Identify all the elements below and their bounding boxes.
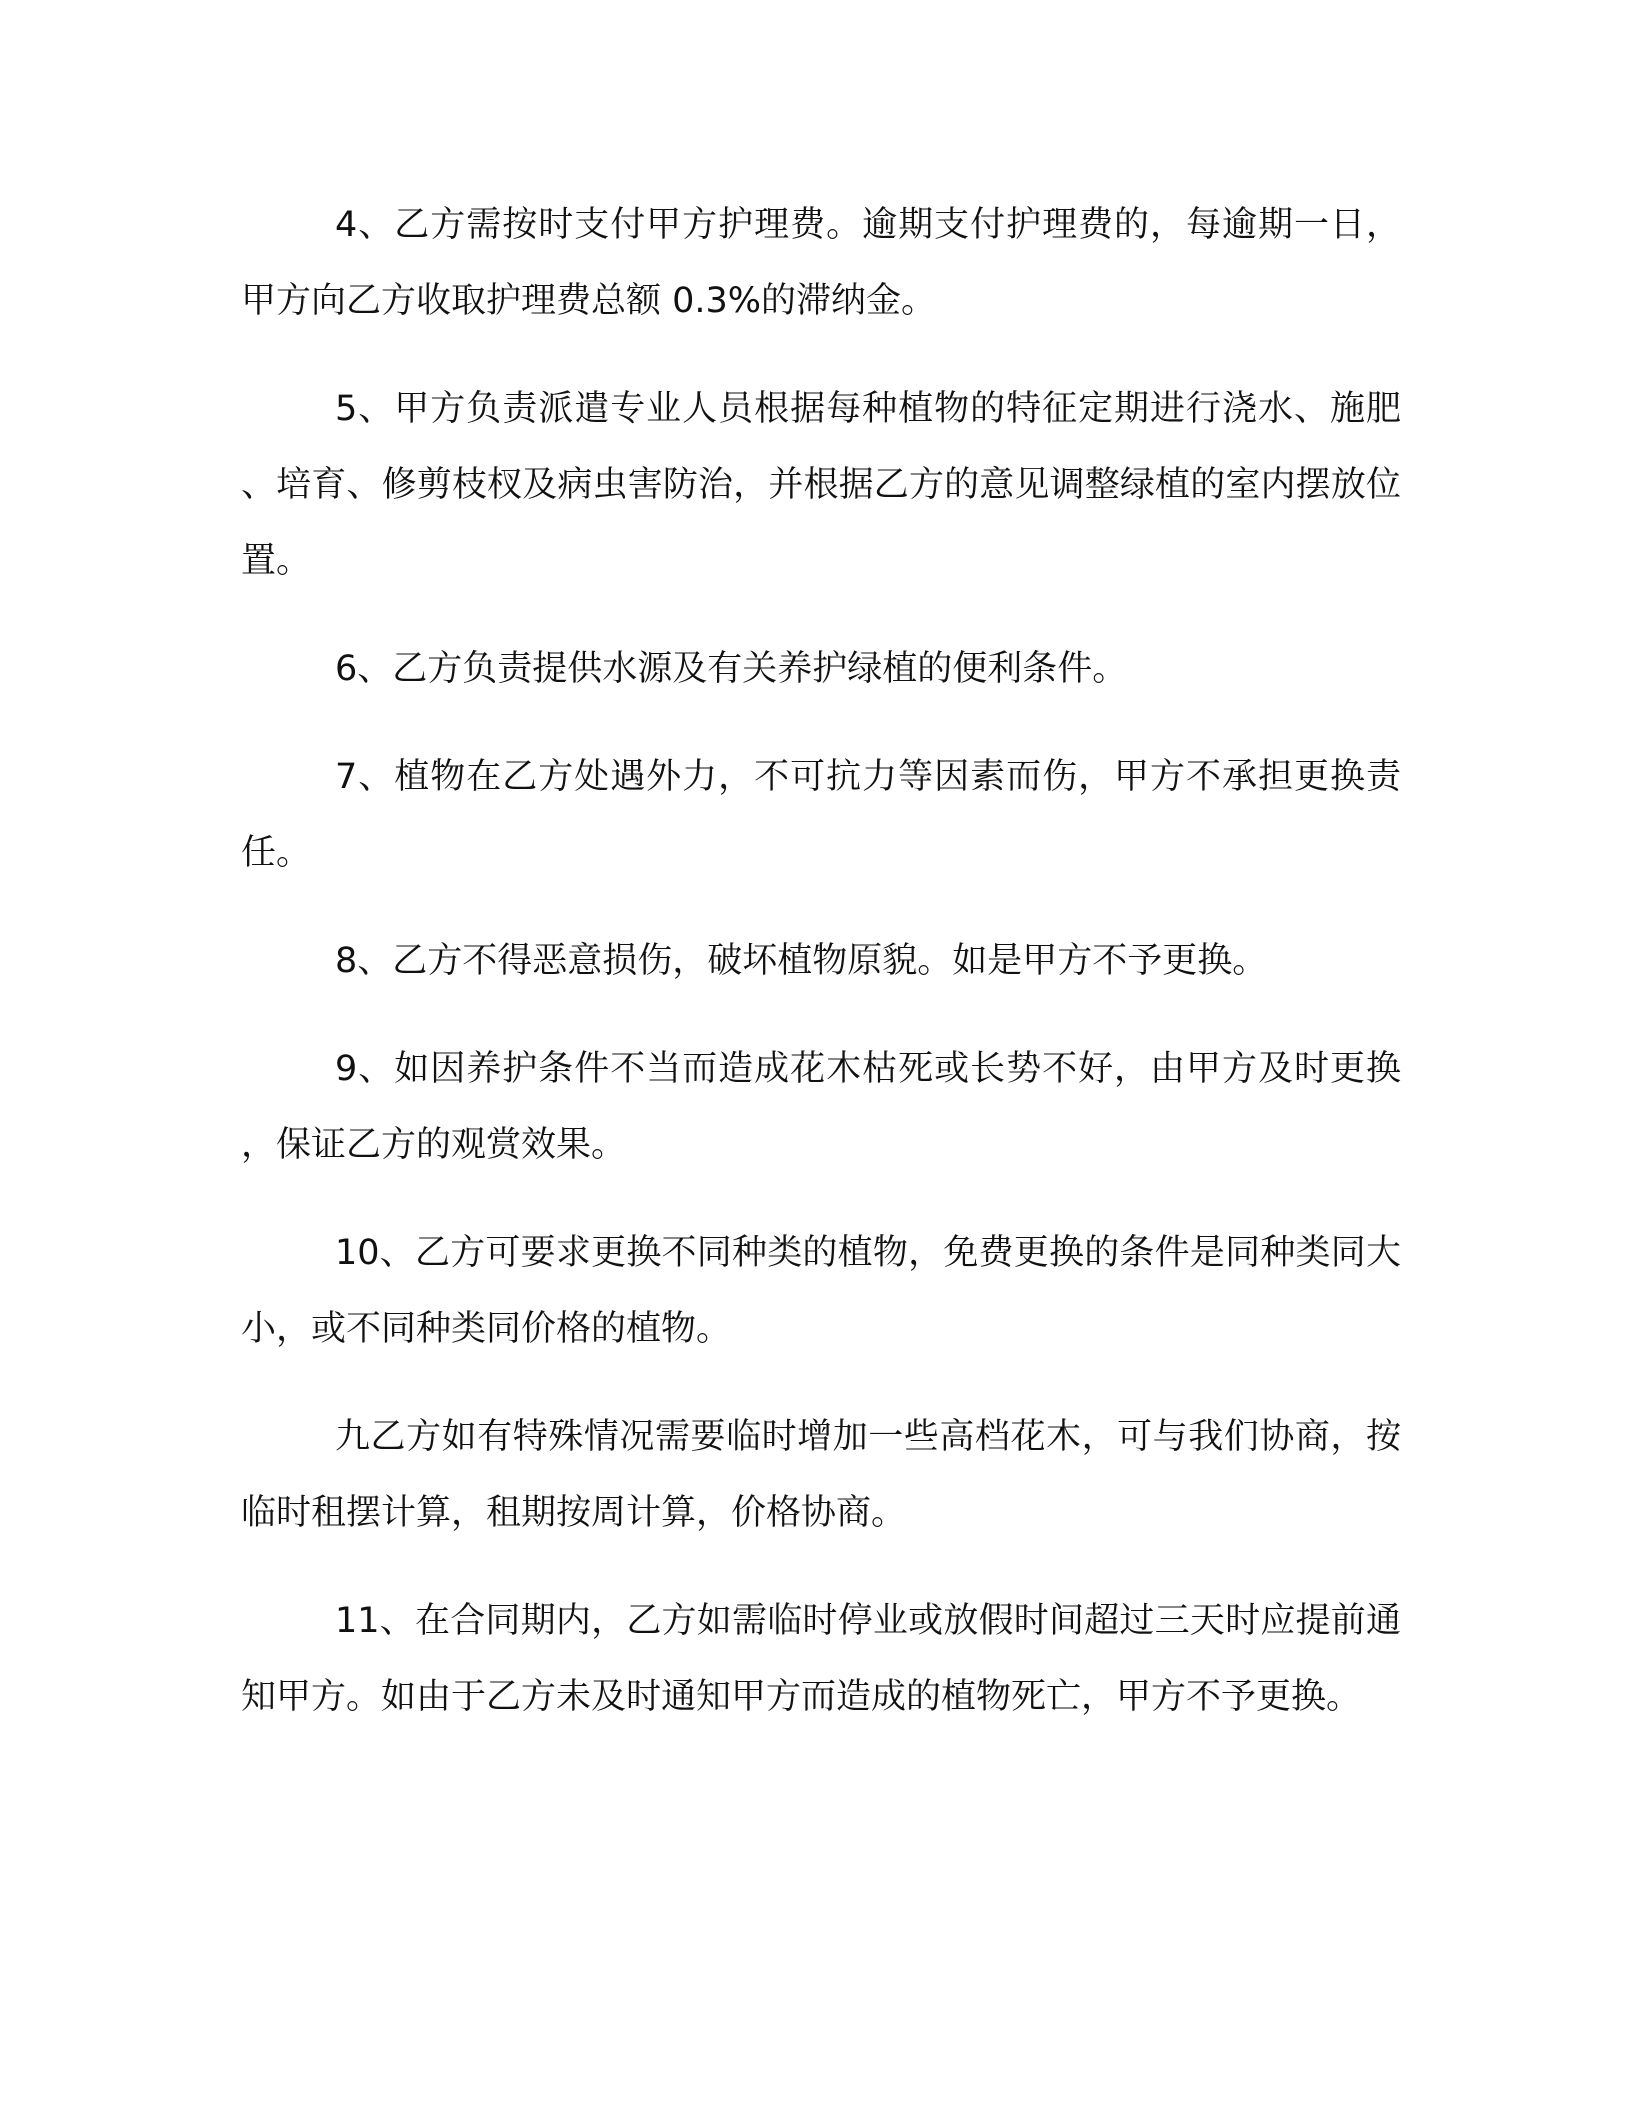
clause-8: 8、乙方不得恶意损伤，破坏植物原貌。如是甲方不予更换。 — [335, 941, 1268, 981]
clause-6: 6、乙方负责提供水源及有关养护绿植的便利条件。 — [335, 649, 1128, 689]
clause-7: 7、植物在乙方处遇外力，不可抗力等因素而伤，甲方不承担更换责任。 — [241, 757, 1401, 873]
clause-4: 4、乙方需按时支付甲方护理费。逾期支付护理费的，每逾期一日，甲方向乙方收取护理费总额 0.3%的滞纳金。 — [241, 205, 1401, 321]
clause-5: 5、甲方负责派遣专业人员根据每种植物的特征定期进行浇水、施肥、培育、修剪枝杈及病虫害防治，并根据乙方的意见调整绿植的室内摆放位置。 — [241, 389, 1401, 581]
document-body — [241, 187, 1401, 1767]
clause-10: 10、乙方可要求更换不同种类的植物，免费更换的条件是同种类同大小，或不同种类同价格的植物。 — [241, 1233, 1401, 1349]
clause-9: 9、如因养护条件不当而造成花木枯死或长势不好，由甲方及时更换，保证乙方的观赏效果。 — [241, 1049, 1401, 1165]
clause-nine-special: 九乙方如有特殊情况需要临时增加一些高档花木，可与我们协商，按临时租摆计算，租期按周计算，价格协商。 — [241, 1417, 1401, 1533]
clause-11: 11、在合同期内，乙方如需临时停业或放假时间超过三天时应提前通知甲方。如由于乙方未及时通知甲方而造成的植物死亡，甲方不予更换。 — [241, 1601, 1401, 1717]
